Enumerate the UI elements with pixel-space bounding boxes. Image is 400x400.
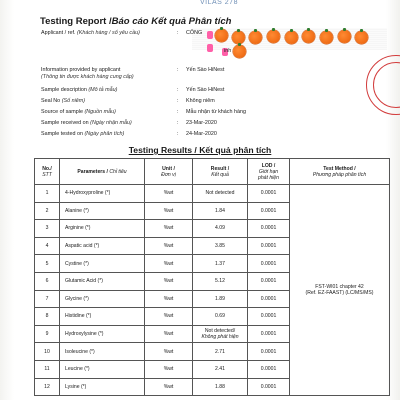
info-source-label-sub: (Nguồn mẫu) xyxy=(84,109,116,115)
cell-parameter: Leucine (*) xyxy=(60,360,145,378)
test-method-line2: (Ref. EZ-FAAST) (LC/MS/MS) xyxy=(305,290,374,297)
cell-result: 1.84 xyxy=(193,202,248,220)
results-table xyxy=(34,158,390,396)
info-applicant-label-sub: (Khách hàng / số yêu cầu) xyxy=(76,30,140,36)
redaction-mark xyxy=(207,44,213,52)
info-tested-label: Sample tested on xyxy=(41,131,85,137)
cell-parameter: Alanine (*) xyxy=(60,202,145,220)
cell-parameter: Hydroxylysine (*) xyxy=(60,325,145,343)
cell-no: 11 xyxy=(35,360,60,378)
cell-unit: %wt xyxy=(145,220,193,238)
cell-result: 5.12 xyxy=(193,272,248,290)
info-description-label: Sample description xyxy=(41,87,89,93)
cell-parameter: 4-Hydroxyproline (*) xyxy=(60,185,145,203)
cell-no: 3 xyxy=(35,220,60,238)
cell-lod: 0.0001 xyxy=(248,220,290,238)
cell-lod: 0.0001 xyxy=(248,185,290,203)
cell-lod: 0.0001 xyxy=(248,378,290,396)
cell-unit: %wt xyxy=(145,185,193,203)
cell-test-method xyxy=(290,185,390,396)
cell-lod: 0.0001 xyxy=(248,237,290,255)
redaction-mark xyxy=(207,31,213,39)
info-description-label-sub: (Mô tả mẫu) xyxy=(88,87,118,93)
info-received-value: 23-Mar-2020 xyxy=(186,120,217,126)
cell-lod: 0.0001 xyxy=(248,272,290,290)
header-result: Result / Kết quả xyxy=(193,159,248,185)
report-title xyxy=(40,16,231,27)
info-applicant-value: CÔNG xyxy=(186,30,203,36)
cell-parameter: Glutamic Acid (*) xyxy=(60,272,145,290)
cell-result-main: Not detected/ xyxy=(204,328,236,335)
cell-result: 4.09 xyxy=(193,220,248,238)
cell-unit: %wt xyxy=(145,378,193,396)
cell-parameter: Lysine (*) xyxy=(60,378,145,396)
header-parameters: Parameters / Chỉ tiêu xyxy=(60,159,145,185)
cell-result: 2.41 xyxy=(193,360,248,378)
redaction-dot xyxy=(215,29,228,42)
cell-parameter: Cystine (*) xyxy=(60,255,145,273)
info-tested-value: 24-Mar-2020 xyxy=(186,131,217,137)
test-method-line1: FST-WI01 chapter 42 xyxy=(315,284,364,291)
redaction-dot xyxy=(233,45,246,58)
cell-parameter: Arginine (*) xyxy=(60,220,145,238)
info-tested-label-sub: (Ngày phân tích) xyxy=(84,131,125,137)
cell-result xyxy=(193,325,248,343)
cell-parameter: Glycine (*) xyxy=(60,290,145,308)
cell-result-sub: Không phát hiện xyxy=(201,334,239,341)
cell-result: 1.37 xyxy=(193,255,248,273)
cell-no: 7 xyxy=(35,290,60,308)
info-provided-by-label-sub: (Thông tin được khách hàng cung cấp) xyxy=(41,74,134,80)
cell-result: 2.71 xyxy=(193,343,248,361)
accreditation-mark: VILAS 278 xyxy=(200,0,238,6)
cell-no: 10 xyxy=(35,343,60,361)
cell-parameter: Isoleucine (*) xyxy=(60,343,145,361)
cell-no: 5 xyxy=(35,255,60,273)
info-provided-by-label: Information provided by applicant xyxy=(41,67,121,73)
cell-unit: %wt xyxy=(145,272,193,290)
cell-lod: 0.0001 xyxy=(248,343,290,361)
redaction-dot xyxy=(267,30,280,43)
report-title-main: Testing Report / xyxy=(40,16,112,27)
info-received-label-sub: (Ngày nhận mẫu) xyxy=(90,120,132,126)
cell-unit: %wt xyxy=(145,202,193,220)
redaction-dot xyxy=(302,30,315,43)
cell-result: 1.89 xyxy=(193,290,248,308)
cell-unit: %wt xyxy=(145,308,193,326)
info-address-fragment: inh xyxy=(224,48,232,54)
cell-result: 0.69 xyxy=(193,308,248,326)
cell-parameter: Aspatic acid (*) xyxy=(60,237,145,255)
info-description-value: Yến Sào HiNest xyxy=(186,87,225,93)
info-seal-label: Seal No xyxy=(41,98,62,104)
redaction-dot xyxy=(355,31,368,44)
cell-no: 12 xyxy=(35,378,60,396)
cell-no: 1 xyxy=(35,185,60,203)
cell-unit: %wt xyxy=(145,255,193,273)
header-test-method: Test Method / Phương pháp phân tích xyxy=(290,159,390,185)
info-seal-label-sub: (Số niêm) xyxy=(61,98,86,104)
cell-lod: 0.0001 xyxy=(248,290,290,308)
cell-parameter: Histidine (*) xyxy=(60,308,145,326)
cell-no: 6 xyxy=(35,272,60,290)
redaction-dot xyxy=(338,30,351,43)
cell-lod: 0.0001 xyxy=(248,325,290,343)
redaction-dot xyxy=(320,31,333,44)
cell-lod: 0.0001 xyxy=(248,202,290,220)
cell-no: 9 xyxy=(35,325,60,343)
table-row xyxy=(35,185,390,203)
info-applicant-label: Applicant / ref. xyxy=(41,30,77,36)
redaction-dot xyxy=(249,31,262,44)
cell-result: 3.85 xyxy=(193,237,248,255)
info-received-label: Sample received on xyxy=(41,120,91,126)
cell-unit: %wt xyxy=(145,290,193,308)
info-source-value: Mẫu nhận từ khách hàng xyxy=(186,109,246,115)
cell-unit: %wt xyxy=(145,325,193,343)
header-lod: LOD / Giới hạn phát hiện xyxy=(248,159,290,185)
cell-result: Not detected xyxy=(193,185,248,203)
cell-result: 1.88 xyxy=(193,378,248,396)
cell-no: 2 xyxy=(35,202,60,220)
cell-unit: %wt xyxy=(145,237,193,255)
section-title: Testing Results / Kết quả phân tích xyxy=(128,145,272,155)
info-provided-by-value: Yến Sào HiNest xyxy=(186,67,225,73)
cell-unit: %wt xyxy=(145,343,193,361)
info-seal-value: Không niêm xyxy=(186,98,215,104)
cell-no: 8 xyxy=(35,308,60,326)
cell-lod: 0.0001 xyxy=(248,360,290,378)
header-no: No./ STT xyxy=(35,159,60,185)
info-source-label: Source of sample xyxy=(41,109,85,115)
cell-no: 4 xyxy=(35,237,60,255)
cell-unit: %wt xyxy=(145,360,193,378)
cell-lod: 0.0001 xyxy=(248,255,290,273)
redaction-dot xyxy=(285,31,298,44)
header-unit: Unit / Đơn vị xyxy=(145,159,193,185)
cell-lod: 0.0001 xyxy=(248,308,290,326)
table-header-row xyxy=(35,159,390,185)
report-title-sub: Báo cáo Kết quả Phân tích xyxy=(111,16,232,27)
